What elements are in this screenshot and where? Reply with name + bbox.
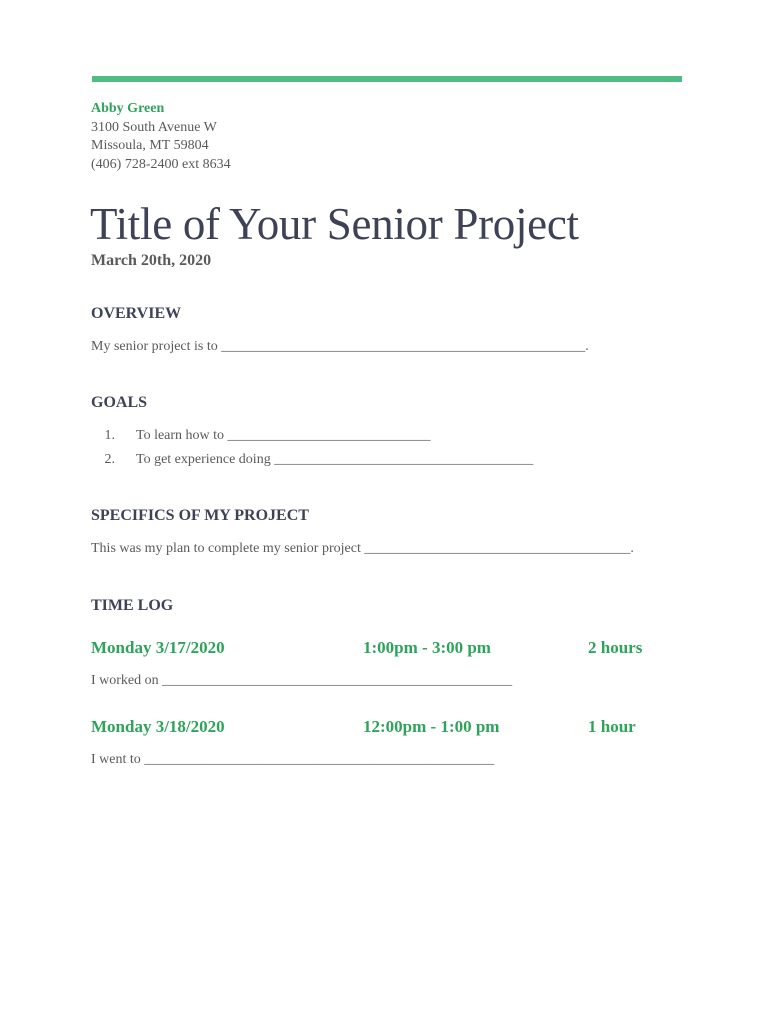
- document-title: Title of Your Senior Project: [90, 199, 579, 249]
- time-log-heading: TIME LOG: [91, 597, 174, 614]
- log-time: 12:00pm - 1:00 pm: [363, 717, 500, 736]
- document-date: March 20th, 2020: [91, 252, 212, 269]
- log-note: I worked on __________________________________________________: [91, 673, 513, 688]
- log-duration: 2 hours: [588, 638, 643, 657]
- time-log-entry: [91, 638, 691, 660]
- specifics-text: This was my plan to complete my senior project ______________________________________.: [91, 541, 634, 556]
- goals-heading: GOALS: [91, 394, 148, 411]
- specifics-heading: SPECIFICS OF MY PROJECT: [91, 507, 309, 524]
- contact-name: Abby Green: [91, 101, 165, 116]
- overview-text: My senior project is to ____________________________________________________.: [91, 339, 589, 354]
- log-date: Monday 3/17/2020: [91, 638, 225, 657]
- goal-number: 1.: [104, 428, 115, 443]
- log-time: 1:00pm - 3:00 pm: [363, 638, 491, 657]
- goal-text: To get experience doing _____________________________________: [136, 452, 534, 467]
- log-note: I went to __________________________________________________: [91, 752, 495, 767]
- contact-block: [91, 100, 231, 174]
- goal-text: To learn how to _____________________________: [136, 428, 431, 443]
- goal-number: 2.: [104, 452, 115, 467]
- contact-street: 3100 South Avenue W: [91, 119, 217, 135]
- goals-list: [91, 427, 533, 475]
- goal-item: [91, 427, 533, 451]
- contact-city: Missoula, MT 59804: [91, 138, 209, 153]
- goal-item: [91, 451, 533, 475]
- accent-rule: [92, 76, 682, 82]
- log-date: Monday 3/18/2020: [91, 717, 225, 736]
- time-log-entry: [91, 717, 691, 739]
- log-duration: 1 hour: [588, 717, 636, 736]
- overview-heading: OVERVIEW: [91, 305, 182, 322]
- contact-phone: (406) 728-2400 ext 8634: [91, 156, 231, 172]
